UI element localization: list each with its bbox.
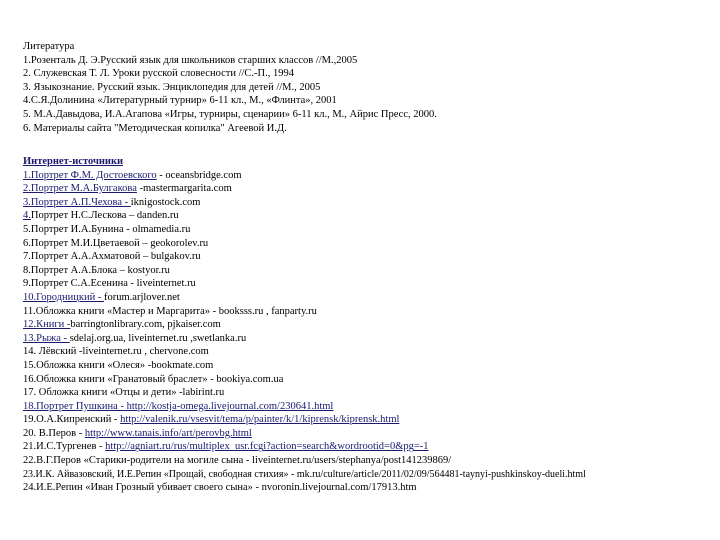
source-text: 17. Обложка книги «Отцы и дети» -labirint.ru [23, 387, 225, 399]
source-text: 19.О.А.Кипренский - [23, 414, 121, 426]
source-text: 15.Обложка книги «Олеся» -bookmate.com [23, 359, 214, 371]
source-text: 11.Обложка книги «Мастер и Маргарита» - booksss.ru , fanparty.ru [23, 305, 317, 317]
internet-sources-section [23, 155, 713, 495]
source-text: 20. В.Перов - [23, 427, 85, 439]
source-item [23, 386, 713, 400]
internet-sources-title: Интернет-источники [23, 156, 124, 167]
source-text: -mastermargarita.com [136, 183, 232, 195]
source-item [23, 359, 713, 373]
source-item [23, 250, 713, 264]
source-item [23, 400, 713, 414]
source-text: 14. Лёвский -liveinternet.ru , chervone.com [23, 346, 209, 358]
source-item [23, 440, 713, 454]
source-item [23, 305, 713, 319]
literature-item: 5. М.А.Давыдова, И.А.Агапова «Игры, турниры, сценарии» 6-11 кл., М., Айрис Пресс, 2000. [23, 108, 437, 120]
source-item [23, 454, 713, 468]
source-item [23, 237, 713, 251]
source-text: 6.Портрет М.И.Цветаевой – geokorolev.ru [23, 237, 209, 249]
literature-item: 4.С.Я.Долинина «Литературный турнир» 6-11 кл., М., «Флинта», 2001 [23, 95, 337, 107]
source-link[interactable]: 2.Портрет М.А.Булгакова [23, 183, 137, 195]
source-item [23, 196, 713, 210]
source-item [23, 332, 713, 346]
source-item [23, 291, 713, 305]
literature-item: 2. Служевская Т. Л. Уроки русской словесности //С.-П., 1994 [23, 68, 295, 80]
source-link[interactable]: 12.Книги - [23, 319, 71, 331]
literature-item: 6. Материалы сайта "Методическая копилка" Агеевой И.Д. [23, 122, 287, 134]
source-item [23, 169, 713, 183]
source-link[interactable]: http://www.tanais.info/art/perovbg.html [84, 427, 252, 439]
source-text: 9.Портрет С.А.Есенина - liveinternet.ru [23, 278, 196, 290]
literature-item: 1.Розенталь Д. Э.Русский язык для школьников старших классов //М.,2005 [23, 54, 358, 66]
source-text: barringtonlibrary.com, pjkaiser.com [70, 319, 221, 331]
source-link[interactable]: http://agniart.ru/rus/multiplex_usr.fcgi?action=search&wordrootid=0&pg=-1 [105, 441, 429, 453]
source-item [23, 277, 713, 291]
literature-title: Литература [23, 41, 75, 52]
literature-section [23, 40, 713, 135]
source-text: 5.Портрет И.А.Бунина - olmamedia.ru [23, 223, 191, 235]
source-text: forum.arjlover.net [104, 291, 180, 303]
source-item [23, 223, 713, 237]
source-link[interactable]: 13.Рыжа - [23, 332, 70, 344]
source-text: Портрет Н.С.Лескова – danden.ru [30, 210, 179, 222]
source-item [23, 373, 713, 387]
source-item [23, 209, 713, 223]
source-text: 22.В.Г.Перов «Старики-родители на могиле сына - liveinternet.ru/users/stephanya/post141239869/ [23, 455, 452, 467]
source-item [23, 468, 713, 482]
source-item [23, 345, 713, 359]
source-item [23, 264, 713, 278]
source-text: iknigostock.com [130, 196, 201, 208]
source-link[interactable]: 10.Городницкий - [23, 291, 105, 303]
source-item [23, 318, 713, 332]
source-text: 8.Портрет А.А.Блока – kostyor.ru [23, 264, 170, 276]
source-link[interactable]: 3.Портрет А.П.Чехова - [23, 196, 131, 208]
literature-item: 3. Языкознание. Русский язык. Энциклопедия для детей //М., 2005 [23, 81, 321, 93]
source-item [23, 427, 713, 441]
source-text: 16.Обложка книги «Гранатовый браслет» - bookiya.com.ua [23, 373, 284, 385]
source-item [23, 481, 713, 495]
source-text: sdelaj.org.ua, liveinternet.ru ,swetlanka.ru [69, 332, 247, 344]
source-text: 24.И.Е.Репин «Иван Грозный убивает своего сына» - nvoronin.livejournal.com/17913.htm [23, 482, 417, 494]
source-text: - oceansbridge.com [156, 169, 242, 181]
source-item [23, 413, 713, 427]
source-text: 23.И.К. Айвазовский, И.Е.Репин «Прощай, свободная стихия» - mk.ru/culture/article/2011/02/09/564481-taynyi-pushkinskoy-dueli.html [23, 468, 586, 480]
source-item [23, 182, 713, 196]
source-text: 21.И.С.Тургенев - [23, 441, 106, 453]
source-link[interactable]: 18.Портрет Пушкина - http://kostja-omega.livejournal.com/230641.html [23, 400, 334, 412]
source-link[interactable]: 4. [23, 210, 31, 222]
source-text: 7.Портрет А.А.Ахматовой – bulgakov.ru [23, 251, 201, 263]
source-link[interactable]: http://valenik.ru/vsesvit/tema/p/painter/k/1/kiprensk/kiprensk.html [120, 414, 400, 426]
source-link[interactable]: 1.Портрет Ф.М. Достоевского [23, 169, 157, 181]
